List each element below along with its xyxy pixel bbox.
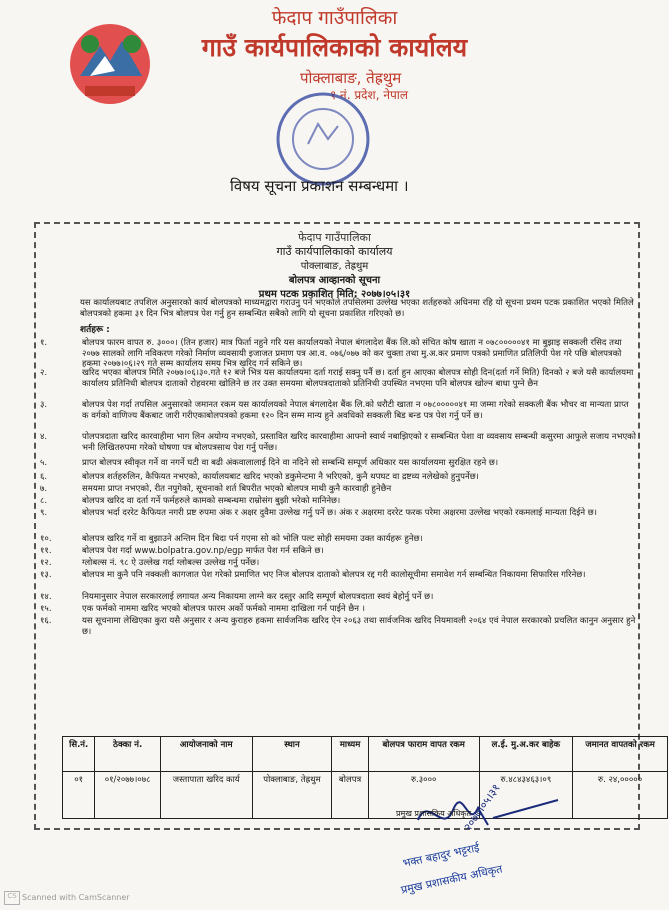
table-header-row (63, 737, 668, 772)
condition-number: २. (40, 368, 48, 378)
notice-address: पोक्लाबाङ, तेह्रथुम (300, 261, 369, 272)
condition-number: १३. (40, 570, 52, 580)
table-cell: पोक्लाबाङ, तेह्रथुम (252, 772, 332, 819)
table-cell: रु.४८४३४६३।०९ (479, 772, 573, 819)
condition-number: १०. (40, 534, 52, 544)
condition-text: पोलपत्रदाता खरिद कारवाहीमा भाग लिन अयोग्य नभएको, प्रस्तावित खरिद कारवाहीमा आफ्नो स्वार्थ नबाझिएको र सम्बन्धित पेशा वा व्यवसाय सम्बन्धी कसुरमा आफुले सजाय नभएको भनी लिखितरुपमा गरेको घोषणा पत्र बोलपत्रसाथ पेश गर्नु पर्नेछ। (82, 432, 636, 453)
notice-title: बोलपत्र आव्हानको सूचना (288, 275, 381, 286)
condition-text: बोलपत्र फारम वापत रु. ३०००। (तिन हजार) मात्र फिर्ता नहुने गरि यस कार्यालयको नेपाल बंगलादेश बैंक लि.को संचित कोष खाता न ०७८०००००४१ मा बुझाइ सक्कली रसिद तथा २०७७ सालको लागि नविकरण गरेको निर्माण व्यवसायी इजाजत प्रमाण पत्र आ.व. ०७६/०७७ को कर चुक्ता तथा मु.अ.कर प्रमाण पत्रको प्रमाणित प्रतिलिपी पेश गरे पछि बोलपत्रको हकमा २०७७।०६।२९ गते सम्म कार्यालय समय भित्र खरिद गर्न सकिने छ। (82, 338, 622, 369)
condition-text: बोलपत्र मा कुनै पनि नक्कली कागजात पेश गरेको प्रमाणित भए निज बोलपत्र दाताको बोलपत्र रद्द गरी कालोसूचीमा समावेश गर्न सम्बन्धित निकायमा सिफारिस गरिनेछ। (82, 570, 586, 580)
table-header-cell: स्थान (252, 737, 332, 772)
condition-number: ९. (40, 508, 48, 518)
condition-text: बोलपत्र पेश गर्दा तपसिल अनुसारको जमानत रकम यस कार्यालयको नेपाल बंगलादेश बैंक लि.को धरौटी खाता न ०७८०००००४१ मा जम्मा गरेको सक्कली बैंक भौचर वा मान्यता प्राप्त क वर्गको वाणिज्य बैंकबाट जारी गरीएकाबोलपत्रको हकमा १२० दिन सम्म मान्य हुने अवधिको सक्कली बिड बन्ड पत्र पेश गर्नु पर्ने छ। (82, 400, 629, 421)
table-cell: ०१ (63, 772, 95, 819)
condition-number: १२. (40, 558, 52, 568)
signer-title: प्रमुख प्रशासकिय अधिकृत (396, 809, 472, 818)
table-header-cell: आयोजनाको नाम (160, 737, 252, 772)
camscanner-logo-icon: CS (4, 891, 20, 905)
notice-municipality: फेदाप गाउँपालिका (298, 231, 371, 244)
condition-number: १. (40, 338, 48, 348)
condition-number: १६. (40, 616, 52, 626)
condition-number: ५. (40, 458, 48, 468)
condition-number: ११. (40, 546, 52, 556)
tender-table (62, 736, 668, 819)
table-cell: रु. २४,००००० (573, 772, 668, 819)
condition-text: बोलपत्र भर्दा दररेट कैफियत नगरी प्रष्ट रुपमा अंक र अक्षर दुवैमा उल्लेख गर्नु पर्ने छ। अंक र अक्षरमा दररेट फरक परेमा अक्षरमा उल्लेख भएको रकमलाई मान्यता दिईने छ। (82, 508, 597, 518)
header-office: गाउँ कार्यपालिकाको कार्यालय (201, 33, 468, 62)
condition-text: बोलपत्र शर्तहरुलिन, कैफियत नभएको, कार्यालयबाट खरिद भएको डकुमेन्टमा नै भरिएको, कुनै थपघट वा द्रष्टव्य नलेखेको हुनुपर्नेछ। (82, 472, 479, 482)
table-header-cell: जमानत वापतको रकम (573, 737, 668, 772)
condition-text: समयमा प्राप्त नभएको, रीत नपुगेको, सूचनाको शर्त बिपरीत भएको बोलपत्र माथी कुनै कारवाही हुनेछैन (82, 484, 392, 494)
condition-number: ८. (40, 496, 48, 506)
header-municipality: फेदाप गाउँपालिका (271, 7, 398, 29)
table-cell: ०१/२०७७।०७८ (95, 772, 161, 819)
table-header-cell: बोलपत्र फाराम वापत रकम (368, 737, 479, 772)
table-row (63, 772, 668, 819)
notice-publish-date: प्रथम पटक प्रकाशित मिति: २०७७।०५।३१ (258, 289, 411, 300)
condition-number: ७. (40, 484, 48, 494)
condition-number: ४. (40, 432, 48, 442)
table-cell: जस्तापाता खरिद कार्य (160, 772, 252, 819)
condition-text: नियमानुसार नेपाल सरकारलाई लगायत अन्य निकायमा लाग्ने कर दस्तुर आदि सम्पूर्ण बोलपत्रदाता स्वयं बेहोर्नु पर्ने छ। (82, 592, 434, 602)
subject-line: विषय सूचना प्रकाशन सम्बन्धमा । (230, 177, 409, 195)
condition-number: ३. (40, 400, 48, 410)
notice-intro: यस कार्यालयबाट तपशिल अनुसारको कार्य बोलपत्रको माध्यमद्वारा गराउनु पर्ने भएकोले तपसिलमा उल्लेख भएका शर्तहरुको अधिनमा रहि यो सूचना प्रथम पटक प्रकाशित भएको मितिले बोलपत्रको हकमा ३१ दिन भित्र बोलपत्र पेश गर्नु हुन सम्बन्धित सबैको लागि यो सूचना प्रकाशित गरिएको छ। (80, 298, 634, 319)
header-address: पोक्लाबाङ, तेह्रथुम (300, 69, 402, 87)
table-cell: रु.३००० (368, 772, 479, 819)
signature-date: २०७७।०५।३१ (461, 781, 503, 834)
condition-number: १४. (40, 592, 52, 602)
header-province: १ नं. प्रदेश, नेपाल (330, 88, 409, 102)
scanner-watermark: Scanned with CamScanner (22, 893, 130, 902)
condition-text: बोलपत्र खरिद वा दर्ता गर्ने फर्महरुले कामको सम्बन्धमा राम्रोसंग बुझी भरेको मानिनेछ। (82, 496, 341, 506)
table-cell: बोलपत्र (332, 772, 368, 819)
condition-number: १५. (40, 604, 52, 614)
notice-office: गाउँ कार्यपालिकाको कार्यालय (276, 245, 393, 258)
conditions-title: शर्तहरू : (80, 325, 110, 335)
condition-text: बोलपत्र पेश गर्दा www.bolpatra.gov.np/egp मार्फत पेश गर्न सकिने छ। (82, 546, 324, 556)
condition-text: यस सूचनामा लेखिएका कुरा यसै अनुसार र अन्य कुराहरु हकमा सार्वजनिक खरिद ऐन २०६३ तथा सार्वजनिक खरिद नियमावली २०६४ एवं नेपाल सरकारको प्रचलित कानुन अनुसार हुने छ। (82, 616, 636, 637)
table-header-cell: सि.नं. (63, 737, 95, 772)
seal-name: भक्त बहादुर भट्टराई (401, 841, 481, 870)
condition-text: प्राप्त बोलपत्र स्वीकृत गर्ने वा नगर्ने घटी वा बढी अंकवालालाई दिने वा नदिने सो सम्बन्धि सम्पूर्ण अधिकार यस कार्यालयमा सुरक्षित रहने छ। (82, 458, 499, 468)
condition-text: खरिद भएका बोलपत्र मिति २०७७।०६।३०.गते १२ बजे भित्र यस कार्यालयमा दर्ता गराई सक्नु पर्नै छ। दर्ता हुन आएका बोलपत्र सोही दिन(दर्ता गर्ने मिति) दिनको २ बजे यसै कार्यालयमा कार्यालय प्रतिनिधी बोलपत्र दाताको रोहवरमा खोलिने छ तर उक्त समयमा बोलपत्रदाताको प्रतिनिधी उपस्थित नभएमा पनि बोलपत्र खोल्न बाधा पुग्ने छैन (82, 368, 634, 389)
table-header-cell: ल.ई. मु.अ.कर बाहेक (479, 737, 573, 772)
condition-number: ६. (40, 472, 48, 482)
table-header-cell: ठेक्का नं. (95, 737, 161, 772)
condition-text: बोलपत्र खरिद गर्ने वा बुझाउने अन्तिम दिन बिदा पर्न गएमा सो को भोलि पल्ट सोही समयमा उक्त कार्यहरू हुनेछ। (82, 534, 423, 544)
seal-title: प्रमुख प्रशासकीय अधिकृत (399, 862, 504, 897)
table-header-cell: माध्यम (332, 737, 368, 772)
condition-text: ग्लोबल्स नं. ९८ ऐ उल्लेख गर्दा ग्लोबल्स उल्लेख गर्नु पर्नेछ। (82, 558, 260, 568)
condition-text: एक फर्मको नाममा खरिद भएको बोलपत्र फारम अर्को फर्मको नाममा दाखिला गर्न पाईने छैन । (82, 604, 365, 614)
